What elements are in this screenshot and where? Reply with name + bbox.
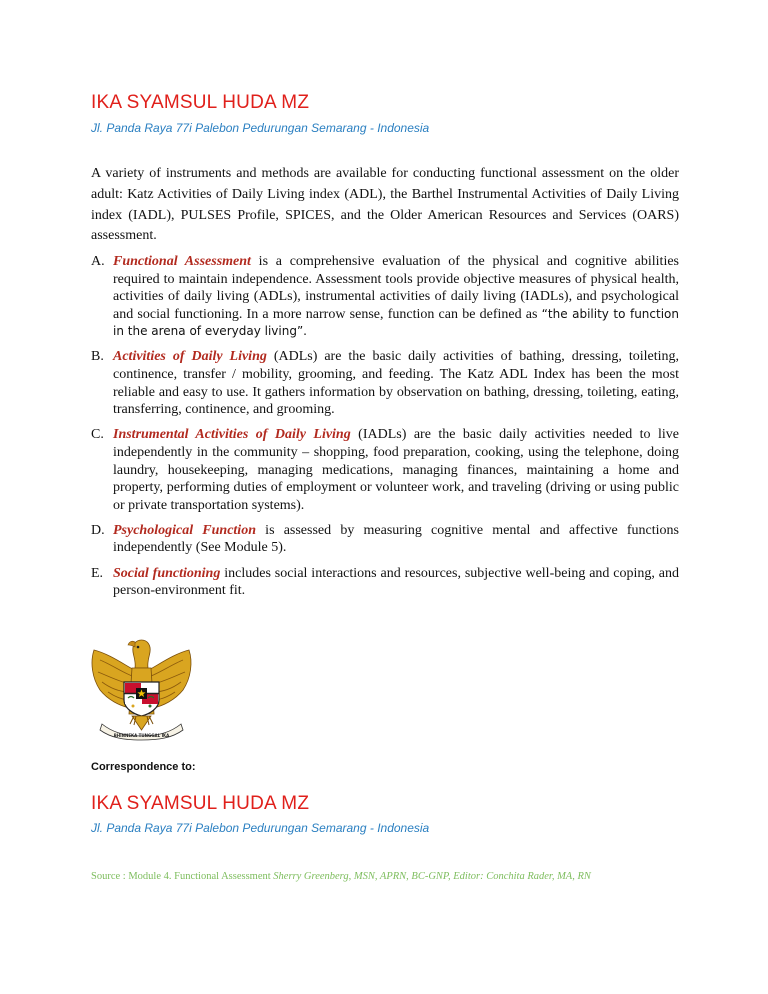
item-text: is assessed by measuring cognitive mental and affective functions independently (See Module 5).: [113, 522, 679, 556]
list-item: [91, 253, 679, 341]
list-item: [91, 348, 679, 418]
garuda-emblem-icon: [88, 632, 195, 742]
source-citation: [91, 871, 591, 882]
source-module: Module 4. Functional Assessment: [128, 871, 274, 882]
item-letter: E.: [91, 565, 104, 581]
correspondence-label: Correspondence to:: [91, 761, 196, 773]
item-quote: “the ability to function in the arena of everyday living”.: [113, 306, 679, 339]
list-item: [91, 426, 679, 514]
svg-text:BHINNEKA TUNGGAL IKA: BHINNEKA TUNGGAL IKA: [113, 732, 170, 738]
author-address: Jl. Panda Raya 77i Palebon Pedurungan Semarang - Indonesia: [91, 121, 430, 135]
intro-paragraph: A variety of instruments and methods are available for conducting functional assessment on the older adult: Katz Activities of Daily Living index (ADL), the Barthel Instrumental Activities of Daily Living index (IADL), PULSES Profile, SPICES, and the Older American Resources and Services (OARS) assessment.: [91, 166, 679, 244]
footer-author-name: IKA SYAMSUL HUDA MZ: [91, 793, 310, 814]
item-term: Social functioning: [113, 565, 221, 581]
item-letter: A.: [91, 254, 105, 269]
author-name: IKA SYAMSUL HUDA MZ: [91, 92, 310, 113]
item-letter: C.: [91, 427, 104, 443]
item-term: Instrumental Activities of Daily Living: [113, 427, 351, 443]
item-text: (ADLs) are the basic daily activities of bathing, dressing, toileting, continence, transfer / mobility, grooming, and feeding. The Katz ADL Index has been the most reliable and easy to use. It gathers information by observation on bathing, dressing, toileting, eating, transferring, continence, and grooming.: [113, 349, 679, 418]
item-text: is a comprehensive evaluation of the physical and cognitive abilities required to maintain independence. Assessment tools provide objective measures of physical health, activities of daily living (ADLs), instrumental activities of daily living (IADLs), and psychological and social functioning. In a more narrow sense, function can be defined as: [113, 254, 680, 322]
item-text: includes social interactions and resources, subjective well-being and coping, and person-environment fit.: [113, 565, 680, 599]
footer-author-address: Jl. Panda Raya 77i Palebon Pedurungan Semarang - Indonesia: [91, 821, 430, 835]
source-authors: Sherry Greenberg, MSN, APRN, BC-GNP, Editor: Conchita Rader, MA, RN: [273, 871, 591, 882]
item-term: Functional Assessment: [113, 254, 251, 269]
item-letter: D.: [91, 522, 105, 538]
item-term: Psychological Function: [113, 522, 256, 538]
item-text: (IADLs) are the basic daily activities needed to live independently in the community – shopping, food preparation, cooking, using the telephone, doing laundry, housekeeping, managing medications, managing finances, maintaining a home and property, performing duties of employment or volunteer work, and traveling (driving or using public or private transportation systems).: [113, 427, 679, 513]
definition-list: [91, 253, 679, 607]
list-item: [91, 565, 679, 600]
item-term: Activities of Daily Living: [113, 349, 267, 365]
source-prefix: Source :: [91, 871, 129, 882]
item-letter: B.: [91, 349, 104, 365]
list-item: [91, 522, 679, 557]
